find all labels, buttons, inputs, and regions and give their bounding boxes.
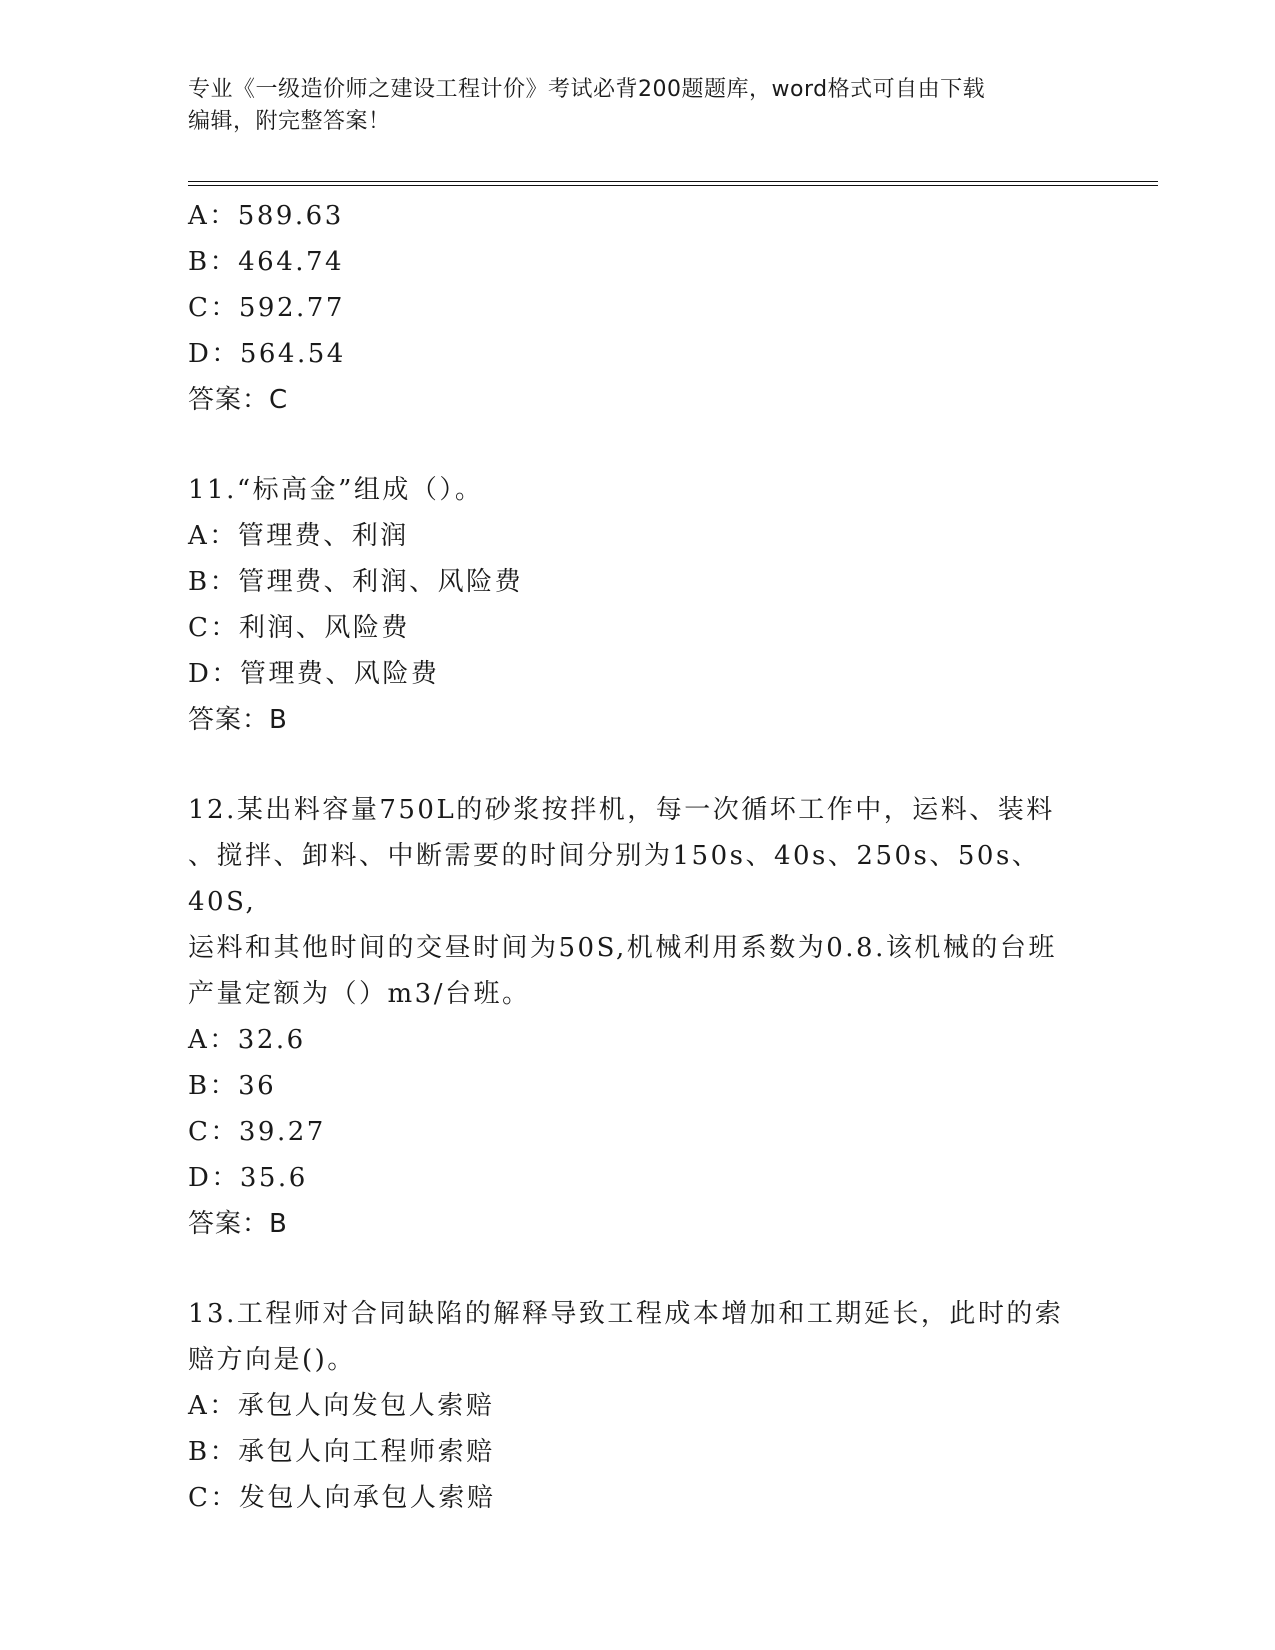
- option-a: A：承包人向发包人索赔: [188, 1391, 495, 1421]
- question-10-tail: [188, 193, 1088, 423]
- option-c: C：发包人向承包人索赔: [188, 1483, 496, 1513]
- header-line-2: 编辑，附完整答案！: [188, 109, 391, 134]
- option-b: B：36: [188, 1071, 277, 1101]
- question-text-line: 、搅拌、卸料、中断需要的时间分别为150s、40s、250s、50s、40S,: [188, 841, 1041, 917]
- document-header: [188, 74, 1078, 138]
- question-text-line: 产量定额为（）m3/台班。: [188, 979, 531, 1009]
- option-d: D：564.54: [188, 339, 346, 369]
- option-b: B：承包人向工程师索赔: [188, 1437, 495, 1467]
- question-content: [188, 193, 1088, 1521]
- question-text-line: 13.工程师对合同缺陷的解释导致工程成本增加和工期延长，此时的索: [188, 1299, 1064, 1329]
- question-13: [188, 1291, 1088, 1521]
- header-divider-bottom: [188, 185, 1158, 186]
- answer-line: 答案：B: [188, 705, 288, 735]
- option-c: C：39.27: [188, 1117, 326, 1147]
- question-text-line: 运料和其他时间的交昼时间为50S,机械利用系数为0.8.该机械的台班: [188, 933, 1057, 963]
- option-d: D：35.6: [188, 1163, 308, 1193]
- option-b: B：464.74: [188, 247, 345, 277]
- answer-line: 答案：C: [188, 385, 289, 415]
- header-line-1: 专业《一级造价师之建设工程计价》考试必背200题题库，word格式可自由下载: [188, 77, 986, 102]
- answer-line: 答案：B: [188, 1209, 288, 1239]
- option-a: A：32.6: [188, 1025, 306, 1055]
- option-c: C：利润、风险费: [188, 613, 410, 643]
- option-c: C：592.77: [188, 293, 345, 323]
- question-text-line: 12.某出料容量750L的砂浆按拌机，每一次循坏工作中，运料、装料: [188, 795, 1055, 825]
- option-d: D：管理费、风险费: [188, 659, 440, 689]
- question-11: [188, 467, 1088, 743]
- option-b: B：管理费、利润、风险费: [188, 567, 524, 597]
- question-text: 11.“标高金”组成（）。: [188, 475, 484, 505]
- header-divider-top: [188, 181, 1158, 182]
- option-a: A：589.63: [188, 201, 344, 231]
- option-a: A：管理费、利润: [188, 521, 409, 551]
- question-text-line: 赔方向是()。: [188, 1345, 356, 1375]
- question-12: [188, 787, 1088, 1247]
